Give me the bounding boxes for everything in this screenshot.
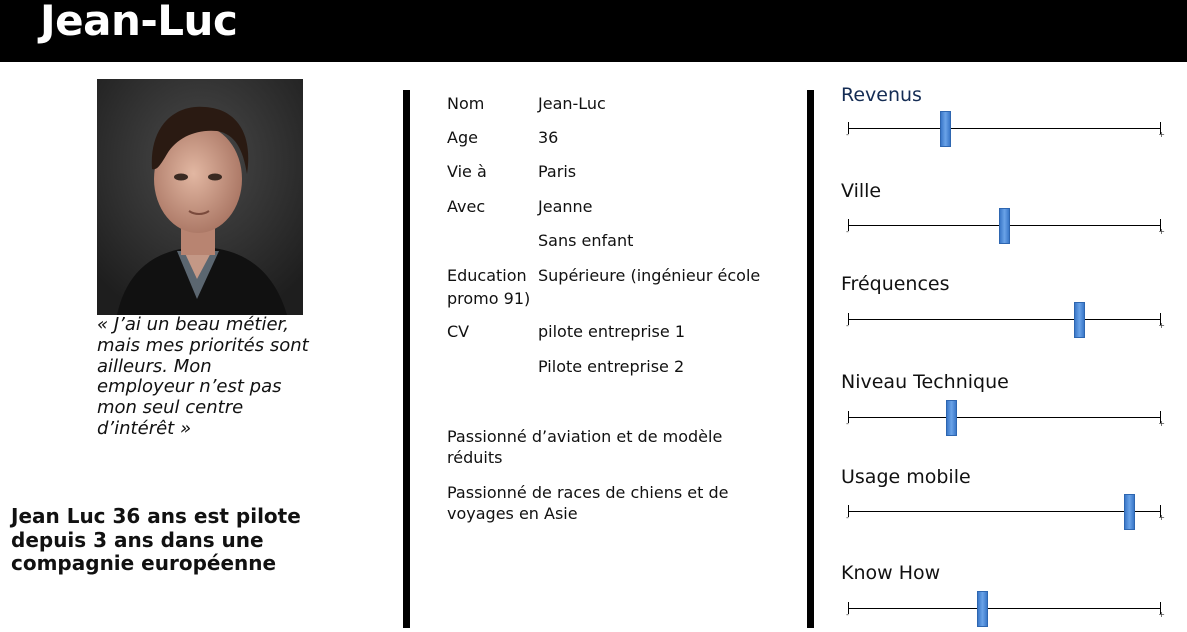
- trait-slider-frequences: [846, 311, 1165, 330]
- profile-label-vie: Vie à: [447, 162, 487, 181]
- trait-slider-ville: [846, 217, 1165, 236]
- profile-value-education: Supérieure (ingénieur école: [538, 266, 761, 285]
- profile-label-nom: Nom: [447, 94, 485, 113]
- trait-label-revenus: Revenus: [841, 84, 922, 106]
- profile-label-education-cont: promo 91): [447, 289, 531, 308]
- column-divider-right: [807, 90, 814, 628]
- trait-min-label: -: [846, 227, 849, 236]
- trait-max-label: +: [1158, 513, 1165, 522]
- trait-slider-revenus: [846, 120, 1165, 139]
- profile-value-age: 36: [538, 128, 559, 147]
- trait-label-know-how: Know How: [841, 562, 941, 584]
- trait-label-ville: Ville: [841, 180, 882, 202]
- trait-label-niveau-technique: Niveau Technique: [841, 371, 1009, 393]
- trait-marker-usage-mobile: [1124, 494, 1135, 530]
- trait-label-usage-mobile: Usage mobile: [841, 466, 971, 488]
- trait-slider-usage-mobile: [846, 503, 1165, 522]
- profile-value-enfant: Sans enfant: [538, 231, 634, 250]
- trait-max-label: +: [1158, 321, 1165, 330]
- trait-marker-niveau-technique: [946, 400, 957, 436]
- profile-label-age: Age: [447, 128, 478, 147]
- trait-label-frequences: Fréquences: [841, 273, 950, 295]
- trait-min-label: -: [846, 419, 849, 428]
- trait-marker-ville: [999, 208, 1010, 244]
- trait-max-label: +: [1158, 610, 1165, 619]
- profile-label-education: Education: [447, 266, 527, 285]
- persona-name-title: Jean-Luc: [40, 0, 238, 45]
- persona-summary: Jean Luc 36 ans est pilote depuis 3 ans dans une compagnie européenne: [11, 504, 301, 575]
- passion-dogs-travel: Passionné de races de chiens et de voyages en Asie: [447, 483, 729, 523]
- trait-min-label: -: [846, 610, 849, 619]
- trait-min-label: -: [846, 513, 849, 522]
- profile-label-cv: CV: [447, 322, 470, 341]
- trait-max-label: +: [1158, 130, 1165, 139]
- trait-slider-niveau-technique: [846, 409, 1165, 428]
- trait-marker-revenus: [940, 111, 951, 147]
- trait-max-label: +: [1158, 419, 1165, 428]
- passion-aviation: Passionné d’aviation et de modèle réduits: [447, 427, 723, 467]
- column-divider-left: [403, 90, 410, 628]
- profile-value-cv-2: Pilote entreprise 2: [538, 357, 685, 376]
- portrait-image: [97, 79, 303, 315]
- profile-value-avec: Jeanne: [538, 197, 593, 216]
- header-bar: [0, 0, 1187, 62]
- persona-photo: [97, 79, 303, 315]
- trait-slider-know-how: [846, 600, 1165, 619]
- profile-label-avec: Avec: [447, 197, 486, 216]
- persona-quote: « J’ai un beau métier, mais mes priorités sont ailleurs. Mon employeur n’est pas mon seul centre d’intérêt »: [97, 314, 309, 439]
- trait-max-label: +: [1158, 227, 1165, 236]
- trait-min-label: -: [846, 321, 849, 330]
- trait-min-label: -: [846, 130, 849, 139]
- profile-value-cv-1: pilote entreprise 1: [538, 322, 685, 341]
- trait-marker-know-how: [977, 591, 988, 627]
- profile-value-vie: Paris: [538, 162, 577, 181]
- profile-value-nom: Jean-Luc: [538, 94, 606, 113]
- trait-marker-frequences: [1074, 302, 1085, 338]
